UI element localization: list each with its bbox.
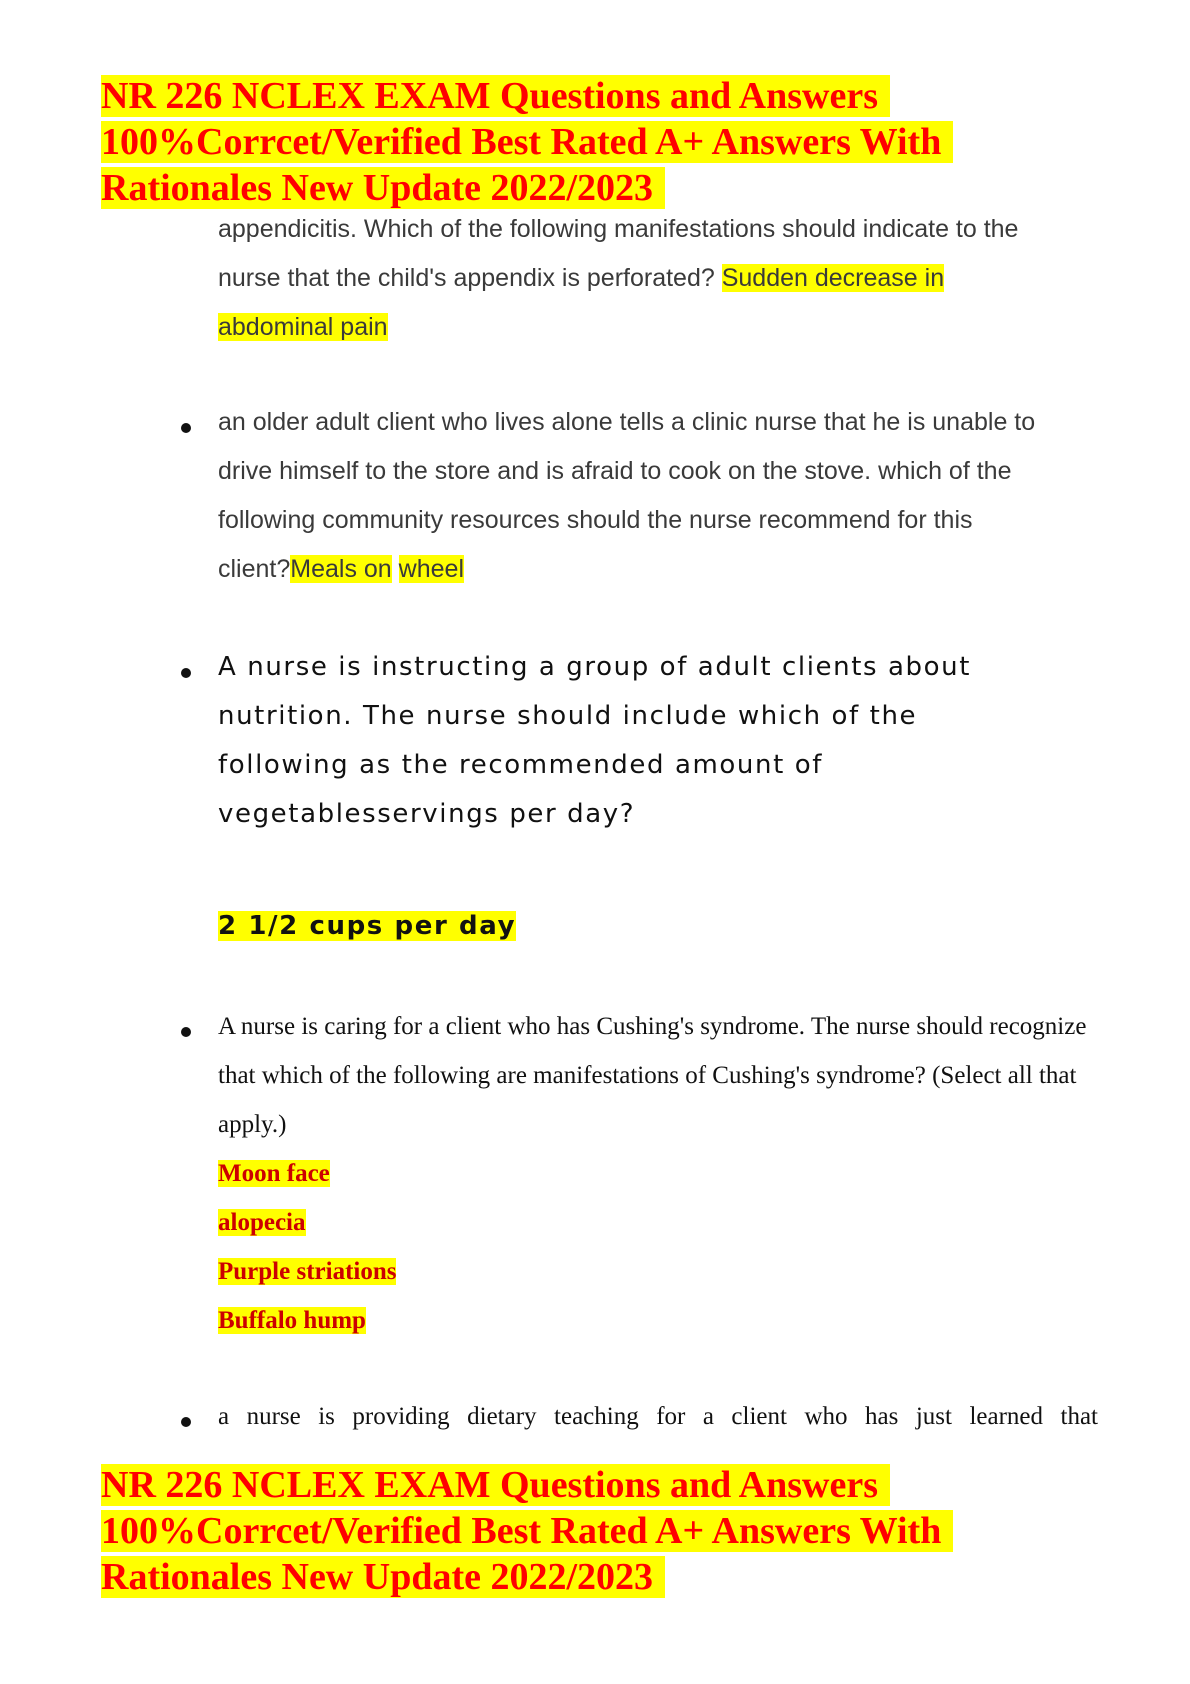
cushings-answer-moon-face: Moon face xyxy=(218,1160,330,1187)
cushings-answer-buffalo-hump: Buffalo hump xyxy=(218,1307,366,1334)
question-older-adult-answer-1: Meals on xyxy=(290,555,392,583)
header-banner-line-3: Rationales New Update 2022/2023 xyxy=(101,167,665,209)
question-nutrition xyxy=(218,643,1058,839)
question-older-adult xyxy=(218,398,1038,594)
question-older-adult-answer-2: wheel xyxy=(398,555,464,583)
bullet-icon xyxy=(181,668,191,678)
header-banner xyxy=(101,73,953,211)
question-appendix-text: appendicitis. Which of the following manifestations should indicate to the nurse that the child's appendix is perforated? xyxy=(218,215,1019,292)
question-appendix-answer: Sudden decrease in abdominal pain xyxy=(218,264,945,341)
question-cushings xyxy=(218,1002,1098,1149)
header-banner-line-2: 100%Corrcet/Verified Best Rated A+ Answers With xyxy=(101,121,953,163)
question-older-adult-text: an older adult client who lives alone tells a clinic nurse that he is unable to drive himself to the store and is afraid to cook on the stove. which of the following community resources should the nurse recommend for this client? xyxy=(218,408,1036,583)
header-banner-line-1: NR 226 NCLEX EXAM Questions and Answers xyxy=(101,75,890,117)
question-cushings-answers xyxy=(218,1149,1098,1345)
question-dietary xyxy=(218,1392,1098,1441)
question-nutrition-answer: 2 1/2 cups per day xyxy=(218,911,517,941)
question-dietary-text: a nurse is providing dietary teaching for a client who has just learned that xyxy=(218,1403,1098,1430)
question-appendix xyxy=(218,205,1038,352)
cushings-answer-alopecia: alopecia xyxy=(218,1209,306,1236)
cushings-answer-purple-striations: Purple striations xyxy=(218,1258,397,1285)
footer-banner-line-1: NR 226 NCLEX EXAM Questions and Answers xyxy=(101,1464,890,1506)
bullet-icon xyxy=(181,423,191,433)
question-cushings-text: A nurse is caring for a client who has Cushing's syndrome. The nurse should recognize that which of the following are manifestations of Cushing's syndrome? (Select all that apply.) xyxy=(218,1013,1087,1138)
bullet-icon xyxy=(181,1027,191,1037)
footer-banner xyxy=(101,1462,953,1600)
footer-banner-line-3: Rationales New Update 2022/2023 xyxy=(101,1556,665,1598)
question-nutrition-answer-block xyxy=(218,902,1098,951)
question-nutrition-text: A nurse is instructing a group of adult clients about nutrition. The nurse should include which of the following as the recommended amount of vegetablesservings per day? xyxy=(218,652,972,829)
footer-banner-line-2: 100%Corrcet/Verified Best Rated A+ Answers With xyxy=(101,1510,953,1552)
bullet-icon xyxy=(181,1417,191,1427)
